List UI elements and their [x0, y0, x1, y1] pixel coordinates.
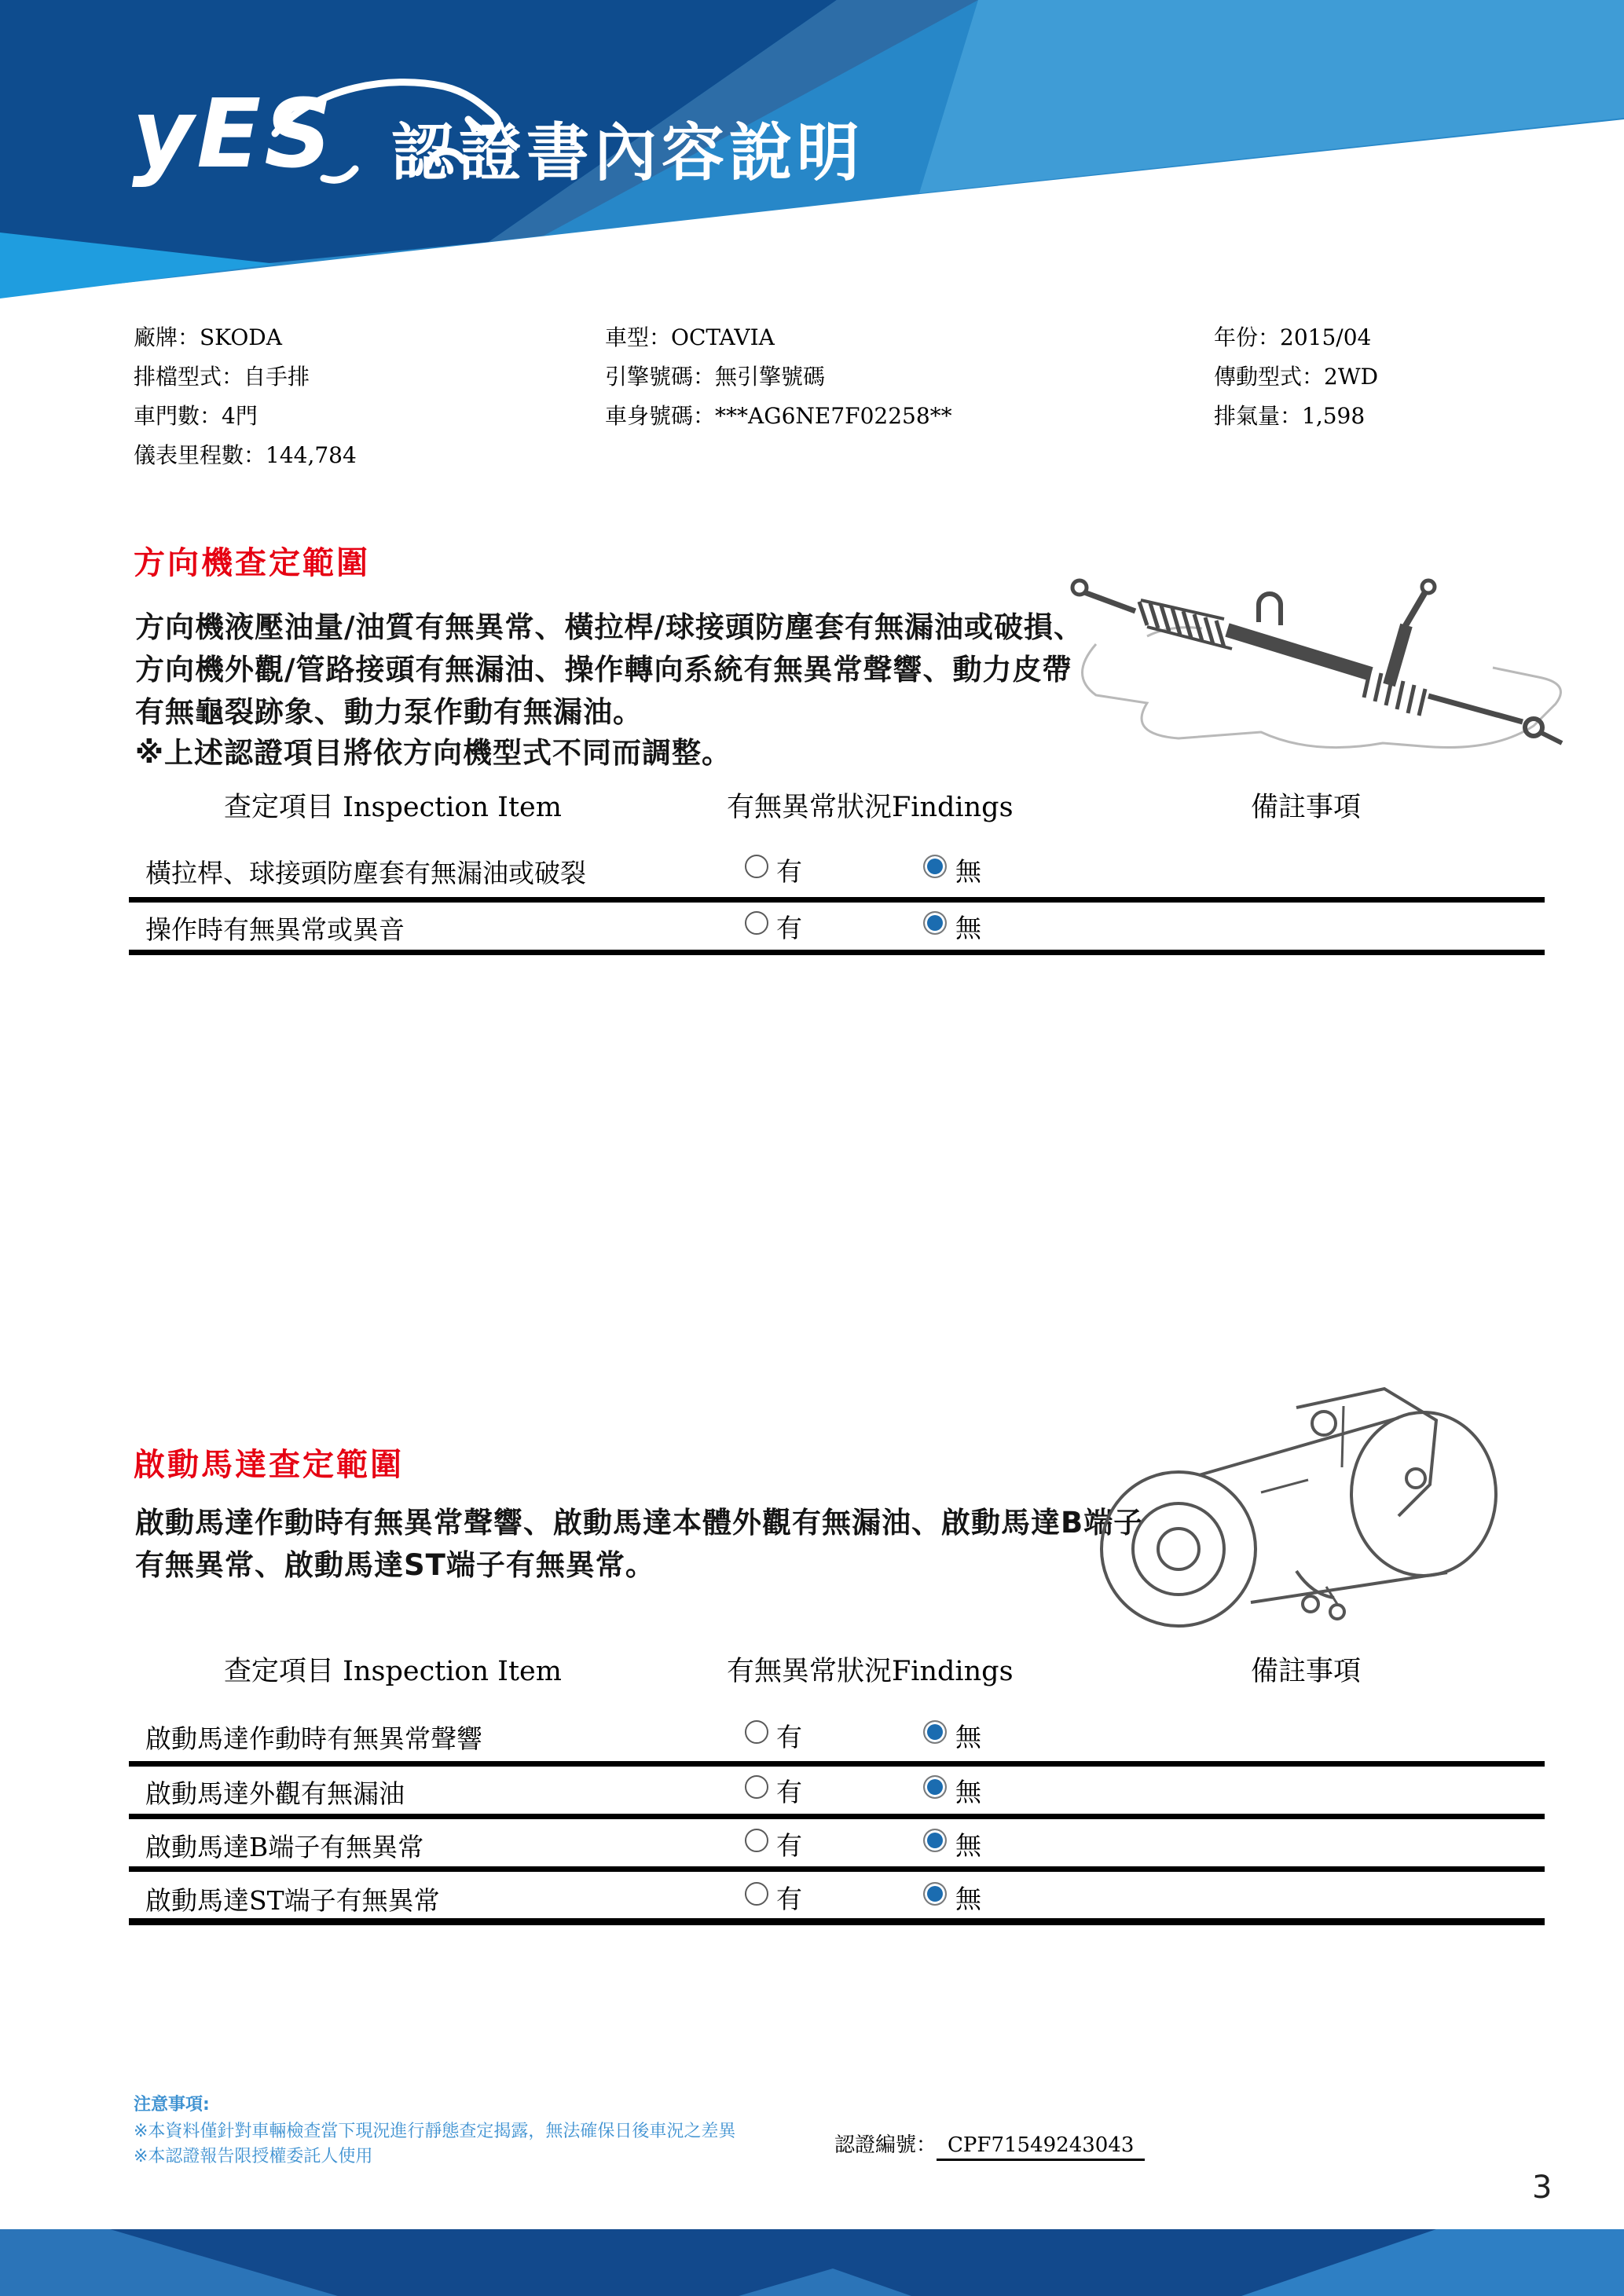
radio-no-label: 無 [955, 1830, 981, 1861]
page-number: 3 [1532, 2170, 1553, 2206]
certificate-number-row [834, 2129, 1145, 2158]
starter-motor-illustration [1061, 1375, 1571, 1634]
vehicle-info-item: 車型：OCTAVIA [605, 324, 775, 350]
radio-yes-label: 有 [776, 1884, 802, 1914]
radio-no-label: 無 [955, 1722, 981, 1752]
starter-section-description: 啟動馬達作動時有無異常聲響、啟動馬達本體外觀有無漏油、啟動馬達B端子 [135, 1506, 1144, 1540]
radio-no[interactable] [923, 1720, 947, 1744]
notice-title: 注意事項: [134, 2095, 210, 2115]
radio-no[interactable] [923, 1829, 947, 1852]
table-row-divider [129, 1866, 1545, 1872]
radio-yes-label: 有 [776, 1777, 802, 1807]
radio-yes-label: 有 [776, 1830, 802, 1861]
starter-section-description: 有無異常、啟動馬達ST端子有無異常。 [135, 1548, 655, 1582]
vehicle-info-item: 傳動型式：2WD [1214, 364, 1379, 390]
column-header-remarks: 備註事項 [1251, 792, 1362, 823]
radio-yes[interactable] [745, 1720, 768, 1744]
table-row-divider [129, 897, 1545, 903]
steering-rack-illustration [1053, 550, 1587, 762]
steering-section-description: 方向機外觀/管路接頭有無漏油、操作轉向系統有無異常聲響、動力皮帶 [135, 653, 1072, 687]
starter-section-title: 啟動馬達查定範圍 [134, 1447, 404, 1483]
yes-logo: yES [132, 80, 335, 189]
radio-no-label: 無 [955, 913, 981, 943]
table-row-divider [129, 1814, 1545, 1819]
vehicle-info-item: 排氣量：1,598 [1214, 403, 1366, 429]
radio-yes[interactable] [745, 855, 768, 878]
vehicle-info-item: 車身號碼：***AG6NE7F02258** [605, 403, 952, 429]
row-item-label: 啟動馬達B端子有無異常 [145, 1832, 424, 1862]
column-header-item: 查定項目 Inspection Item [224, 1656, 562, 1687]
footer-band [0, 2229, 1624, 2296]
row-item-label: 啟動馬達作動時有無異常聲響 [145, 1723, 482, 1754]
radio-yes[interactable] [745, 911, 768, 935]
vehicle-info-item: 儀表里程數：144,784 [134, 442, 357, 468]
steering-section-description: 有無龜裂跡象、動力泵作動有無漏油。 [135, 695, 643, 729]
radio-no[interactable] [923, 855, 947, 878]
radio-no-label: 無 [955, 1884, 981, 1914]
radio-yes-label: 有 [776, 856, 802, 887]
vehicle-info-item: 車門數：4門 [134, 403, 258, 429]
page-title: 認證書內容說明 [391, 116, 864, 189]
table-row-divider [129, 1918, 1545, 1925]
row-item-label: 啟動馬達ST端子有無異常 [145, 1885, 440, 1916]
vehicle-info-item: 引擎號碼：無引擎號碼 [605, 364, 826, 390]
radio-yes[interactable] [745, 1882, 768, 1906]
radio-no-label: 無 [955, 1777, 981, 1807]
radio-yes-label: 有 [776, 913, 802, 943]
vehicle-info-item: 廠牌：SKODA [134, 324, 282, 350]
radio-yes[interactable] [745, 1775, 768, 1799]
table-row-divider [129, 950, 1545, 955]
radio-no[interactable] [923, 1775, 947, 1799]
radio-no[interactable] [923, 911, 947, 935]
radio-no-label: 無 [955, 856, 981, 887]
row-item-label: 啟動馬達外觀有無漏油 [145, 1778, 405, 1809]
steering-section-title: 方向機查定範圍 [134, 545, 370, 581]
steering-section-note: ※上述認證項目將依方向機型式不同而調整。 [135, 736, 731, 770]
certificate-number-label: 認證編號： [834, 2133, 937, 2157]
steering-section-description: 方向機液壓油量/油質有無異常、橫拉桿/球接頭防塵套有無漏油或破損、 [135, 610, 1084, 644]
radio-yes[interactable] [745, 1829, 768, 1852]
row-item-label: 橫拉桿、球接頭防塵套有無漏油或破裂 [145, 858, 586, 888]
radio-yes-label: 有 [776, 1722, 802, 1752]
column-header-findings: 有無異常狀況Findings [727, 792, 1014, 823]
notice-line: ※本資料僅針對車輛檢查當下現況進行靜態查定揭露，無法確保日後車況之差異 [134, 2122, 736, 2141]
row-item-label: 操作時有無異常或異音 [145, 914, 405, 945]
notice-line: ※本認證報告限授權委託人使用 [134, 2147, 373, 2166]
column-header-remarks: 備註事項 [1251, 1656, 1362, 1687]
radio-no[interactable] [923, 1882, 947, 1906]
table-row-divider [129, 1761, 1545, 1767]
column-header-findings: 有無異常狀況Findings [727, 1656, 1014, 1687]
vehicle-info-item: 年份：2015/04 [1214, 324, 1372, 350]
certificate-number-value: CPF71549243043 [937, 2133, 1145, 2161]
vehicle-info-item: 排檔型式：自手排 [134, 364, 310, 390]
column-header-item: 查定項目 Inspection Item [224, 792, 562, 823]
